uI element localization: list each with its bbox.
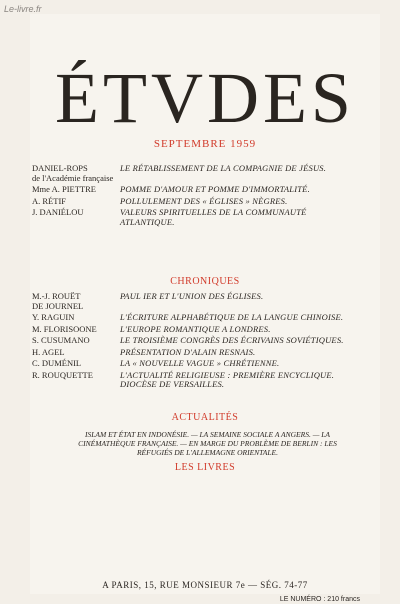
watermark: Le-livre.fr bbox=[4, 4, 42, 14]
article-title: VALEURS SPIRITUELLES DE LA COMMUNAUTÉ ATLANTIQUE. bbox=[120, 207, 307, 227]
actualites-text: ISLAM ET ÉTAT EN INDONÉSIE. — LA SEMAINE SOCIALE A ANGERS. — LA CINÉMATHÈQUE FRANÇAISE. — EN MARGE DU PROBLÈME DE BERLIN : LES RÉFUGIÉS DE L'ALLEMAGNE ORIENTALE. bbox=[78, 430, 337, 457]
author-name: S. CUSUMANO bbox=[32, 335, 90, 345]
issue-date: SEPTEMBRE 1959 bbox=[153, 138, 257, 150]
article-title: LA « NOUVELLE VAGUE » CHRÉTIENNE. bbox=[120, 358, 280, 368]
article-title: L'ACTUALITÉ RELIGIEUSE : PREMIÈRE ENCYCLIQUE. DIOCÈSE DE VERSAILLES. bbox=[120, 369, 335, 389]
price: LE NUMÉRO : 210 francs bbox=[279, 596, 360, 603]
toc-row bbox=[30, 336, 380, 346]
article-title: POMME D'AMOUR ET POMME D'IMMORTALITÉ. bbox=[120, 184, 310, 194]
author-name: M.-J. ROUËT DE JOURNEL bbox=[32, 291, 84, 311]
toc-row bbox=[30, 197, 380, 207]
article-title: PRÉSENTATION D'ALAIN RESNAIS. bbox=[120, 346, 256, 357]
toc-row bbox=[30, 313, 380, 323]
author-name: R. ROUQUETTE bbox=[32, 369, 93, 380]
toc-row bbox=[30, 371, 380, 390]
chroniques-list bbox=[30, 292, 380, 392]
article-title: LE TROISIÈME CONGRÈS DES ÉCRIVAINS SOVIÉTIQUES. bbox=[120, 335, 344, 345]
author-name: A. RÉTIF bbox=[32, 195, 66, 206]
author-name: Mme A. PIETTRE bbox=[32, 184, 96, 194]
author-name: C. DUMÉNIL bbox=[32, 358, 82, 368]
livres-heading: LES LIVRES bbox=[174, 462, 236, 473]
article-title: LE RÉTABLISSEMENT DE LA COMPAGNIE DE JÉSUS. bbox=[120, 163, 327, 173]
chroniques-heading: CHRONIQUES bbox=[170, 276, 240, 287]
toc-row bbox=[30, 292, 380, 311]
article-title: L'ÉCRITURE ALPHABÉTIQUE DE LA LANGUE CHINOISE. bbox=[120, 312, 344, 322]
author-name: H. AGEL bbox=[32, 346, 65, 357]
masthead: ÉTVDES bbox=[55, 58, 355, 138]
article-title: POLLULEMENT DES « ÉGLISES » NÈGRES. bbox=[120, 195, 288, 206]
address: A PARIS, 15, RUE MONSIEUR 7e — SÉG. 74-77 bbox=[102, 580, 308, 590]
toc-row bbox=[30, 208, 380, 227]
toc-row bbox=[30, 185, 380, 195]
toc-row bbox=[30, 325, 380, 335]
article-title: PAUL IER ET L'UNION DES ÉGLISES. bbox=[120, 291, 264, 301]
author-name: DANIEL-ROPS de l'Académie française bbox=[32, 163, 114, 183]
toc-row bbox=[30, 348, 380, 358]
author-name: Y. RAGUIN bbox=[32, 312, 75, 322]
toc-row bbox=[30, 359, 380, 369]
articles-list bbox=[30, 164, 380, 229]
article-title: L'EUROPE ROMANTIQUE A LONDRES. bbox=[120, 323, 271, 334]
cover bbox=[30, 14, 380, 603]
author-name: J. DANIÉLOU bbox=[32, 207, 84, 217]
actualites-heading: ACTUALITÉS bbox=[171, 412, 239, 423]
toc-row bbox=[30, 164, 380, 183]
author-name: M. FLORISOONE bbox=[32, 323, 97, 334]
